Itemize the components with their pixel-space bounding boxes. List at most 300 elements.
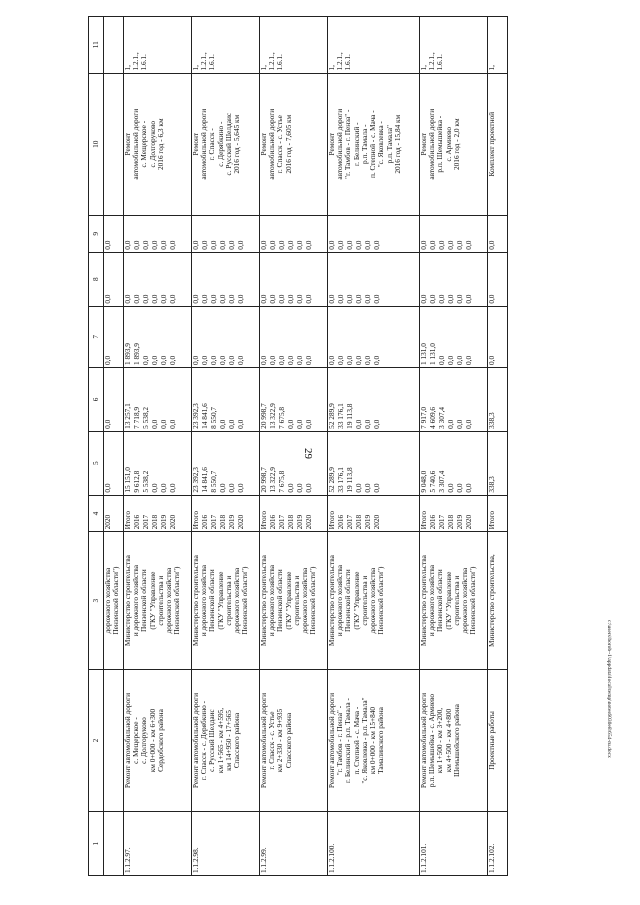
expected-result — [328, 73, 420, 215]
responsible-line: Министерство строительства — [259, 555, 268, 647]
funding-value: 0,0 — [286, 355, 295, 366]
funding-c9 — [260, 215, 328, 252]
event-name-line: Ремонт автомобильной дороги — [327, 692, 336, 789]
responsible-line: (ГКУ "Управление — [215, 571, 225, 630]
result-line: 2016 год - 6,3 км — [155, 118, 165, 170]
responsible-line: Пензенской области") — [240, 566, 250, 635]
funding-value: 0,0 — [168, 240, 177, 250]
table-row — [488, 17, 508, 876]
responsible-line: строительства и — [291, 575, 301, 626]
funding-value: 0,0 — [455, 483, 464, 493]
years-cell — [420, 495, 488, 532]
funding-value: 0,0 — [446, 483, 455, 493]
year-value: 2018 — [218, 514, 227, 530]
responsible-executor — [124, 532, 192, 669]
responsible-line: дорожного хозяйства — [232, 567, 242, 634]
indicator-line: 1.6.1. — [139, 54, 149, 71]
col-header-2: 2 — [89, 669, 104, 811]
funding-c8 — [328, 252, 420, 306]
responsible-line: Министерство строительства — [327, 555, 336, 647]
indicator-links — [192, 17, 260, 74]
responsible-line: и дорожного хозяйства — [199, 565, 209, 637]
year-value: 2020 — [236, 514, 245, 530]
funding-value: 0,0 — [327, 294, 336, 304]
funding-value: 0,0 — [446, 240, 455, 250]
funding-value: 0,0 — [277, 355, 286, 366]
indicator-line: 1, — [327, 65, 336, 71]
funding-value: 0,0 — [464, 294, 473, 304]
funding-value: 0,0 — [327, 355, 336, 366]
funding-value: 4 609,6 — [428, 406, 437, 429]
funding-value: 5 538,2 — [141, 406, 150, 429]
page-number: 29 — [302, 448, 314, 459]
funding-value: 0,0 — [336, 294, 345, 304]
funding-value: 0,0 — [150, 355, 159, 366]
funding-value: 0,0 — [363, 419, 372, 429]
event-name-line: км 4+500 - км 4+800 — [443, 708, 453, 773]
year-value: 2017 — [209, 514, 218, 530]
funding-c7 — [192, 306, 260, 367]
funding-c8 — [192, 252, 260, 306]
indicator-links — [104, 17, 124, 74]
event-name-line: км 14+950 - 17+565 — [223, 710, 233, 771]
funding-value: 0,0 — [218, 419, 227, 429]
funding-value: 0,0 — [236, 294, 245, 304]
funding-value: 0,0 — [464, 355, 473, 366]
row-code: 1.1.2.102. — [488, 812, 508, 876]
funding-value: 0,0 — [159, 419, 168, 429]
funding-value: 0,0 — [345, 294, 354, 304]
event-name-line: км 1+565 - км 4+595, — [215, 707, 225, 774]
responsible-executor — [104, 532, 124, 669]
funding-value: 0,0 — [354, 240, 363, 250]
funding-value: 0,0 — [218, 483, 227, 493]
responsible-line: Министерство строительства — [123, 555, 132, 647]
funding-value: 0,0 — [150, 294, 159, 304]
event-name-line: Ремонт автомобильной дороги — [259, 692, 268, 789]
responsible-line: строительства и — [451, 575, 461, 626]
event-name-line: г. Спасск - с. Устье — [267, 711, 277, 770]
funding-value: 0,0 — [304, 483, 313, 493]
funding-value: 0,0 — [428, 240, 437, 250]
row-code: 1.1.2.100. — [328, 812, 420, 876]
funding-value: 33 176,1 — [336, 467, 345, 493]
year-value: 2019 — [227, 514, 236, 530]
funding-c8 — [104, 252, 124, 306]
responsible-line: Пензенской области") — [172, 566, 182, 635]
responsible-line: и дорожного хозяйства — [267, 565, 277, 637]
responsible-line: Пензенской области — [435, 569, 445, 632]
year-value: 2018 — [446, 514, 455, 530]
event-name-line: с. Русский Шелдаис — [207, 709, 217, 772]
responsible-line: Пензенской области") — [468, 566, 478, 635]
funding-value: 0,0 — [464, 419, 473, 429]
year-value: Итого — [327, 510, 336, 530]
funding-value: 0,0 — [455, 355, 464, 366]
responsible-line: Пензенской области") — [376, 566, 386, 635]
result-line: автомобильной дороги — [335, 108, 345, 180]
program-table — [88, 16, 508, 876]
indicator-line: 1.2.1., — [267, 52, 277, 71]
funding-value: 0,0 — [304, 419, 313, 429]
col-header-10: 10 — [89, 73, 104, 215]
funding-value: 0,0 — [295, 419, 304, 429]
responsible-line: Пензенской области — [275, 569, 285, 632]
result-line: Ремонт — [419, 132, 428, 156]
funding-value: 0,0 — [437, 355, 446, 366]
funding-c5 — [488, 431, 508, 495]
funding-value: 0,0 — [236, 355, 245, 366]
year-value: 2020 — [168, 514, 177, 530]
funding-value: 1 131,0 — [419, 343, 428, 366]
col-header-11: 11 — [89, 17, 104, 74]
result-line: Ремонт — [123, 132, 132, 156]
year-value: 2020 — [464, 514, 473, 530]
funding-c9 — [328, 215, 420, 252]
funding-c8 — [488, 252, 508, 306]
funding-value: 0,0 — [363, 294, 372, 304]
responsible-line: Пензенской области") — [111, 566, 121, 635]
year-value: 2019 — [363, 514, 372, 530]
funding-value: 0,0 — [209, 294, 218, 304]
table-row — [104, 17, 124, 876]
funding-c7 — [104, 306, 124, 367]
funding-value: 0,0 — [123, 240, 132, 250]
responsible-line: Пензенской области — [207, 569, 217, 632]
indicator-line: 1, — [259, 65, 268, 71]
funding-value: 33 176,1 — [336, 403, 345, 429]
funding-value: 0,0 — [168, 419, 177, 429]
funding-value: 0,0 — [103, 294, 112, 304]
event-name — [192, 669, 260, 811]
year-value: 2018 — [286, 514, 295, 530]
event-name-line: г. Спасск - с. Дерябкино - — [199, 700, 209, 781]
col-header-5: 5 — [89, 431, 104, 495]
responsible-line: строительства и — [223, 575, 233, 626]
funding-value: 0,0 — [295, 355, 304, 366]
funding-value: 0,0 — [419, 240, 428, 250]
result-line: "г. Тамбов - г. Пенза" - — [343, 109, 353, 179]
row-code: 1.1.2.99. — [260, 812, 328, 876]
funding-c6 — [124, 368, 192, 432]
responsible-line: (ГКУ "Управление — [283, 571, 293, 630]
expected-result — [104, 73, 124, 215]
funding-c8 — [260, 252, 328, 306]
funding-value: 23 392,3 — [191, 403, 200, 429]
funding-value: 0,0 — [218, 294, 227, 304]
funding-value: 7 675,8 — [277, 470, 286, 493]
expected-result — [192, 73, 260, 215]
event-name-line: с. Долгоруково — [139, 717, 149, 764]
result-line: Ремонт — [191, 132, 200, 156]
result-line: п. Степной - с. Мача - — [368, 110, 378, 179]
funding-value: 0,0 — [159, 294, 168, 304]
funding-value: 1 131,0 — [428, 343, 437, 366]
result-line: с. Мещерское - — [139, 120, 149, 168]
indicator-line: 1, — [487, 65, 496, 71]
year-value: 2017 — [345, 514, 354, 530]
responsible-executor — [192, 532, 260, 669]
funding-value: 0,0 — [363, 355, 372, 366]
funding-c8 — [124, 252, 192, 306]
funding-c6 — [328, 368, 420, 432]
col-header-6: 6 — [89, 368, 104, 432]
indicator-links — [488, 17, 508, 74]
result-line: с. Русский Шелдаис — [223, 112, 233, 176]
indicator-links — [328, 17, 420, 74]
year-value: Итого — [419, 510, 428, 530]
funding-value: 0,0 — [446, 355, 455, 366]
funding-value: 0,0 — [191, 240, 200, 250]
funding-value: 0,0 — [286, 240, 295, 250]
funding-c7 — [260, 306, 328, 367]
responsible-executor — [260, 532, 328, 669]
year-value: 2020 — [103, 514, 112, 530]
funding-value: 0,0 — [259, 240, 268, 250]
result-line: г. Белинский - — [351, 122, 361, 166]
row-code: 1.1.2.101. — [420, 812, 488, 876]
result-line: р.п. Шемышейка - — [435, 115, 445, 173]
funding-c8 — [420, 252, 488, 306]
years-cell — [104, 495, 124, 532]
funding-value: 0,0 — [437, 294, 446, 304]
funding-value: 19 113,8 — [345, 467, 354, 493]
funding-value: 14 841,6 — [200, 467, 209, 493]
event-name-line: Ремонт автомобильной дороги — [123, 692, 132, 789]
funding-value: 13 322,9 — [268, 403, 277, 429]
funding-c6 — [488, 368, 508, 432]
responsible-line: Министерство строительства — [419, 555, 428, 647]
funding-value: 0,0 — [259, 355, 268, 366]
year-value: 2016 — [132, 514, 141, 530]
result-line: "с. Яковлевка - — [376, 121, 386, 168]
result-line: 2016 год - 7,605 км — [283, 114, 293, 174]
event-name-line: Спасского района — [283, 712, 293, 769]
responsible-line: и дорожного хозяйства — [427, 565, 437, 637]
funding-value: 0,0 — [327, 240, 336, 250]
funding-value: 0,0 — [218, 355, 227, 366]
funding-value: 0,0 — [236, 419, 245, 429]
funding-value: 0,0 — [363, 240, 372, 250]
funding-value: 0,0 — [277, 294, 286, 304]
result-line: р.п. Тамала - — [359, 124, 369, 164]
funding-value: 7 675,8 — [277, 406, 286, 429]
responsible-executor — [488, 532, 508, 669]
funding-value: 0,0 — [218, 240, 227, 250]
responsible-line: Министерство строительства, — [487, 554, 496, 648]
funding-c5 — [328, 431, 420, 495]
indicator-line: 1.6.1. — [207, 54, 217, 71]
funding-value: 0,0 — [372, 294, 381, 304]
expected-result — [260, 73, 328, 215]
years-cell — [260, 495, 328, 532]
funding-value: 0,0 — [191, 294, 200, 304]
funding-value: 0,0 — [191, 355, 200, 366]
funding-value: 9 612,8 — [132, 470, 141, 493]
funding-value: 8 550,7 — [209, 470, 218, 493]
expected-result — [124, 73, 192, 215]
header-row — [89, 17, 104, 876]
result-line: с. Армиево — [443, 126, 453, 162]
funding-value: 19 113,8 — [345, 403, 354, 429]
expected-result — [420, 73, 488, 215]
year-value: 2016 — [336, 514, 345, 530]
funding-value: 0,0 — [428, 294, 437, 304]
rotated-table-container — [88, 16, 628, 876]
result-line: Ремонт — [259, 132, 268, 156]
funding-value: 0,0 — [295, 483, 304, 493]
responsible-line: (ГКУ "Управление — [351, 571, 361, 630]
responsible-line: Пензенской области — [139, 569, 149, 632]
funding-value: 23 392,3 — [191, 467, 200, 493]
funding-value: 8 550,7 — [209, 406, 218, 429]
indicator-line: 1.6.1. — [435, 54, 445, 71]
year-value: 2016 — [200, 514, 209, 530]
funding-value: 20 998,7 — [259, 467, 268, 493]
funding-value: 0,0 — [236, 483, 245, 493]
event-name-line: п. Степной - с. Мача - — [351, 706, 361, 775]
funding-value: 0,0 — [103, 355, 112, 366]
funding-value: 0,0 — [150, 419, 159, 429]
funding-value: 0,0 — [487, 240, 496, 250]
funding-c7 — [124, 306, 192, 367]
funding-value: 0,0 — [455, 294, 464, 304]
responsible-line: Министерство строительства — [191, 555, 200, 647]
year-value: 2018 — [150, 514, 159, 530]
funding-value: 52 289,9 — [327, 467, 336, 493]
funding-value: 0,0 — [336, 355, 345, 366]
funding-c9 — [192, 215, 260, 252]
funding-value: 0,0 — [168, 355, 177, 366]
funding-value: 0,0 — [132, 240, 141, 250]
event-name-line: Шемышейского района — [451, 704, 461, 777]
result-line: 2016 год - 15,84 км — [392, 114, 402, 174]
event-name-line: р.п. Шемышейка - с. Армиево — [427, 693, 437, 788]
responsible-line: Пензенской области") — [308, 566, 318, 635]
result-line: Комплект проектной — [487, 111, 496, 177]
indicator-links — [260, 17, 328, 74]
funding-value: 0,0 — [446, 294, 455, 304]
funding-value: 0,0 — [159, 483, 168, 493]
funding-value: 52 289,9 — [327, 403, 336, 429]
funding-value: 0,0 — [304, 294, 313, 304]
event-name-line: Ремонт автомобильной дороги — [419, 692, 428, 789]
funding-value: 0,0 — [227, 240, 236, 250]
funding-value: 0,0 — [354, 355, 363, 366]
funding-value: 0,0 — [268, 294, 277, 304]
row-code: 1.1.2.97. — [124, 812, 192, 876]
funding-value: 0,0 — [227, 294, 236, 304]
funding-value: 0,0 — [286, 294, 295, 304]
indicator-line: 1, — [419, 65, 428, 71]
funding-value: 0,0 — [446, 419, 455, 429]
funding-value: 0,0 — [123, 294, 132, 304]
col-header-8: 8 — [89, 252, 104, 306]
row-code: 1.1.2.98. — [192, 812, 260, 876]
result-line: с. Дерябкино - — [215, 121, 225, 167]
funding-value: 0,0 — [259, 294, 268, 304]
table-row — [420, 17, 488, 876]
event-name-line: с. Мещерское - — [131, 717, 141, 764]
funding-value: 15 151,0 — [123, 467, 132, 493]
funding-value: 0,0 — [103, 483, 112, 493]
funding-value: 0,0 — [437, 240, 446, 250]
event-name-line: Спасского района — [232, 712, 242, 769]
result-line: 2016 год - 2,0 км — [451, 118, 461, 170]
funding-value: 0,0 — [372, 419, 381, 429]
responsible-line: дорожного хозяйства — [300, 567, 310, 634]
indicator-links — [420, 17, 488, 74]
responsible-line: строительства и — [155, 575, 165, 626]
year-value: Итого — [487, 510, 496, 530]
funding-c5 — [124, 431, 192, 495]
col-header-9: 9 — [89, 215, 104, 252]
funding-c6 — [420, 368, 488, 432]
indicator-links — [124, 17, 192, 74]
indicator-line: 1.6.1. — [275, 54, 285, 71]
funding-value: 7 917,0 — [419, 406, 428, 429]
funding-value: 0,0 — [487, 355, 496, 366]
year-value: 2018 — [354, 514, 363, 530]
funding-value: 0,0 — [464, 240, 473, 250]
funding-c6 — [104, 368, 124, 432]
result-line: автомобильной дороги — [199, 108, 209, 180]
year-value: 2019 — [455, 514, 464, 530]
file-path-footer: c:\users\borob~1\appdata\local\temp\notes6030e8\654-ru.docx — [606, 620, 612, 758]
year-value: Итого — [259, 510, 268, 530]
funding-value: 0,0 — [372, 240, 381, 250]
funding-value: 0,0 — [103, 419, 112, 429]
funding-value: 0,0 — [277, 240, 286, 250]
responsible-line: дорожного хозяйства — [103, 567, 112, 634]
funding-value: 0,0 — [236, 240, 245, 250]
funding-c7 — [420, 306, 488, 367]
funding-value: 5 538,2 — [141, 470, 150, 493]
event-name-line: км 0+000 - км 6+300 — [147, 708, 157, 773]
funding-value: 0,0 — [419, 294, 428, 304]
funding-value: 0,0 — [286, 483, 295, 493]
year-value: 2019 — [295, 514, 304, 530]
funding-value: 0,0 — [200, 240, 209, 250]
indicator-line: 1.2.1., — [335, 52, 345, 71]
year-value: 2020 — [304, 514, 313, 530]
funding-value: 0,0 — [209, 240, 218, 250]
funding-value: 0,0 — [295, 240, 304, 250]
funding-value: 3 307,4 — [437, 470, 446, 493]
funding-value: 5 740,6 — [428, 470, 437, 493]
years-cell — [328, 495, 420, 532]
funding-value: 0,0 — [200, 355, 209, 366]
funding-c5 — [420, 431, 488, 495]
funding-value: 0,0 — [159, 240, 168, 250]
result-line: 2016 год - 5,645 км — [232, 114, 242, 174]
funding-value: 0,0 — [304, 355, 313, 366]
responsible-line: (ГКУ "Управление — [147, 571, 157, 630]
years-cell — [488, 495, 508, 532]
col-header-7: 7 — [89, 306, 104, 367]
funding-value: 1 893,9 — [123, 343, 132, 366]
result-line: автомобильной дороги — [267, 108, 277, 180]
indicator-line: 1, — [123, 65, 132, 71]
event-name-line: км 0+000 - км 15+840 — [368, 706, 378, 775]
table-row — [124, 17, 192, 876]
funding-value: 0,0 — [372, 483, 381, 493]
responsible-line: дорожного хозяйства — [368, 567, 378, 634]
indicator-line: 1.6.1. — [343, 54, 353, 71]
responsible-line: Пензенской области — [343, 569, 353, 632]
year-value: Итого — [123, 510, 132, 530]
funding-value: 0,0 — [354, 483, 363, 493]
